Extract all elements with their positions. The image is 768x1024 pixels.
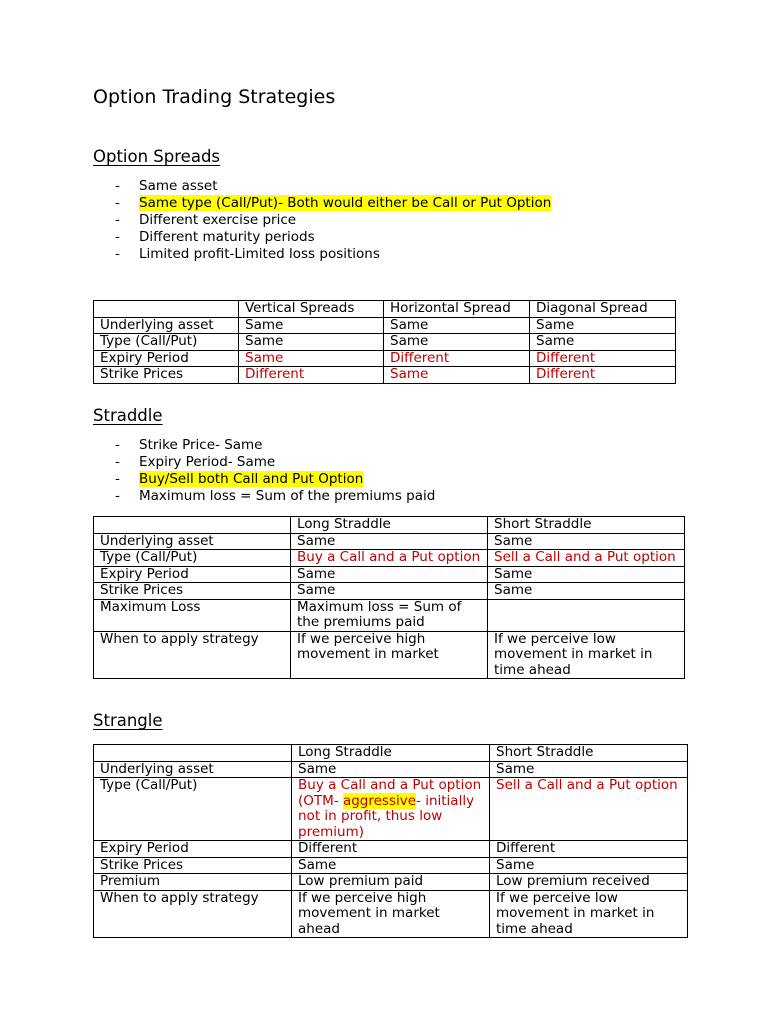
row-label: Maximum Loss: [94, 599, 291, 631]
list-item: - Different maturity periods: [115, 229, 315, 245]
row-label: Underlying asset: [94, 761, 292, 778]
section-heading-strangle: Strangle: [93, 711, 163, 730]
row-label: Strike Prices: [94, 583, 291, 600]
column-header: Short Straddle: [488, 517, 685, 534]
row-label: Expiry Period: [94, 566, 291, 583]
column-header: Horizontal Spread: [384, 301, 530, 318]
table-row: Strike Prices Different Same Different: [94, 367, 676, 384]
row-label: Type (Call/Put): [94, 550, 291, 567]
table-row: Type (Call/Put) Buy a Call and a Put option (OTM- aggressive- initially not in profit, thus low premium) Sell a Call and a Put option: [94, 778, 688, 841]
row-label: Strike Prices: [94, 857, 292, 874]
strangle-table: [93, 744, 688, 938]
row-label: Strike Prices: [94, 367, 239, 384]
table-row: Type (Call/Put) Buy a Call and a Put option Sell a Call and a Put option: [94, 550, 685, 567]
table-row: Underlying asset Same Same: [94, 533, 685, 550]
list-item: - Same asset: [115, 178, 218, 194]
list-item: - Different exercise price: [115, 212, 297, 228]
table-row: Expiry Period Same Same: [94, 566, 685, 583]
highlighted-text: Same type (Call/Put)- Both would either be Call or Put Option: [139, 195, 552, 211]
row-label: Expiry Period: [94, 841, 292, 858]
table-row: When to apply strategy If we perceive high movement in market If we perceive low movement in market in time ahead: [94, 631, 685, 679]
row-label: Premium: [94, 874, 292, 891]
row-label: Underlying asset: [94, 317, 239, 334]
list-item: - Limited profit-Limited loss positions: [115, 246, 380, 262]
row-label: Expiry Period: [94, 350, 239, 367]
table-row: When to apply strategy If we perceive high movement in market ahead If we perceive low movement in market in time ahead: [94, 890, 688, 938]
table-header-row: [94, 745, 688, 762]
table-row: Strike Prices Same Same: [94, 857, 688, 874]
table-row: Expiry Period Same Different Different: [94, 350, 676, 367]
table-row: Strike Prices Same Same: [94, 583, 685, 600]
column-header: Short Straddle: [490, 745, 688, 762]
table-header-row: [94, 301, 676, 318]
type-long-cell: Buy a Call and a Put option (OTM- aggressive- initially not in profit, thus low premium): [292, 778, 490, 841]
table-row: Expiry Period Different Different: [94, 841, 688, 858]
row-label: When to apply strategy: [94, 631, 291, 679]
option-spreads-bullets: [0, 178, 551, 263]
section-heading-option-spreads: Option Spreads: [93, 147, 221, 166]
row-label: Underlying asset: [94, 533, 291, 550]
table-row: Underlying asset Same Same: [94, 761, 688, 778]
option-spreads-table: [93, 300, 676, 384]
table-row: Maximum Loss Maximum loss = Sum of the premiums paid: [94, 599, 685, 631]
table-row: Underlying asset Same Same Same: [94, 317, 676, 334]
highlighted-text: aggressive: [342, 792, 417, 809]
list-item: - Maximum loss = Sum of the premiums paid: [115, 488, 436, 504]
column-header: Long Straddle: [292, 745, 490, 762]
page-title: Option Trading Strategies: [93, 86, 336, 108]
table-row: Premium Low premium paid Low premium received: [94, 874, 688, 891]
list-item: - Buy/Sell both Call and Put Option: [115, 471, 364, 487]
column-header: Diagonal Spread: [530, 301, 676, 318]
row-label: Type (Call/Put): [94, 334, 239, 351]
row-label: When to apply strategy: [94, 890, 292, 938]
row-label: Type (Call/Put): [94, 778, 292, 841]
straddle-bullets: [0, 437, 435, 505]
list-item: - Same type (Call/Put)- Both would either be Call or Put Option: [115, 195, 552, 211]
list-item: - Strike Price- Same: [115, 437, 263, 453]
highlighted-text: Buy/Sell both Call and Put Option: [139, 471, 364, 487]
table-header-row: [94, 517, 685, 534]
column-header: Long Straddle: [291, 517, 488, 534]
list-item: - Expiry Period- Same: [115, 454, 276, 470]
column-header: Vertical Spreads: [239, 301, 384, 318]
straddle-table: [93, 516, 685, 679]
section-heading-straddle: Straddle: [93, 406, 163, 425]
table-row: Type (Call/Put) Same Same Same: [94, 334, 676, 351]
